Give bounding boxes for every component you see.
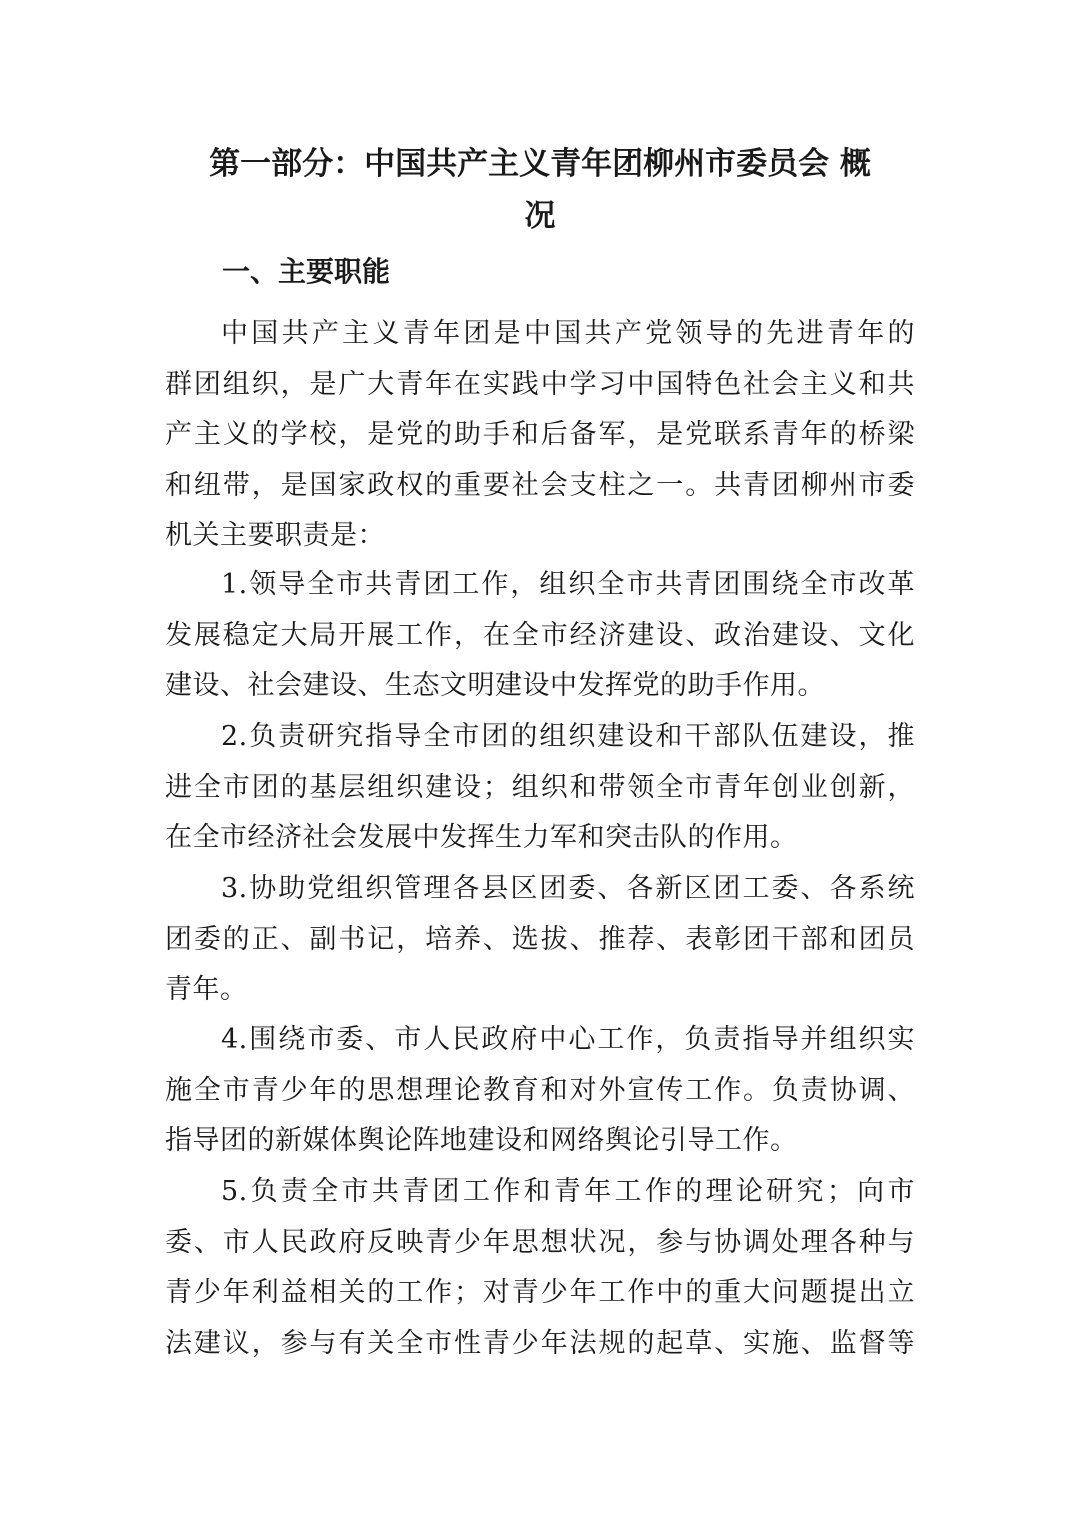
duty-item-2 [165, 712, 915, 864]
paragraph-line: 青少年利益相关的工作；对青少年工作中的重大问题提出立 [165, 1277, 915, 1308]
paragraph-line: 指导团的新媒体舆论阵地建设和网络舆论引导工作。 [165, 1125, 798, 1156]
title-line-1: 第一部分：中国共产主义青年团柳州市委员会 概 [209, 146, 871, 182]
paragraph-line: 团委的正、副书记，培养、选拔、推荐、表彰团干部和团员 [165, 923, 915, 955]
paragraph-line: 5.负责全市共青团工作和青年工作的理论研究；向市 [221, 1176, 915, 1207]
paragraph-line: 1.领导全市共青团工作，组织全市共青团围绕全市改革 [221, 569, 915, 600]
paragraph-line: 4.围绕市委、市人民政府中心工作，负责指导并组织实 [221, 1024, 915, 1055]
paragraph-line: 群团组织，是广大青年在实践中学习中国特色社会主义和共 [165, 368, 915, 400]
duty-item-1 [165, 560, 915, 712]
paragraph-line: 和纽带，是国家政权的重要社会支柱之一。共青团柳州市委 [165, 469, 915, 501]
section-heading: 一、主要职能 [222, 255, 391, 288]
paragraph-line: 青年。 [165, 974, 248, 1005]
paragraph-line: 3.协助党组织管理各县区团委、各新区团工委、各系统 [221, 873, 915, 904]
title-line-2: 况 [524, 198, 556, 234]
duty-item-3 [165, 864, 915, 1016]
paragraph-line: 产主义的学校，是党的助手和后备军，是党联系青年的桥梁 [165, 419, 915, 450]
paragraph-line: 发展稳定大局开展工作，在全市经济建设、政治建设、文化 [165, 619, 915, 651]
paragraph-line: 进全市团的基层组织建设；组织和带领全市青年创业创新， [165, 771, 915, 803]
intro-paragraph [165, 309, 915, 562]
duty-item-4 [165, 1015, 915, 1167]
paragraph-line: 中国共产主义青年团是中国共产党领导的先进青年的 [221, 318, 915, 349]
paragraph-line: 施全市青少年的思想理论教育和对外宣传工作。负责协调、 [165, 1074, 915, 1106]
paragraph-line: 建设、社会建设、生态文明建设中发挥党的助手作用。 [165, 670, 825, 701]
duty-item-5 [165, 1167, 915, 1369]
paragraph-line: 委、市人民政府反映青少年思想状况，参与协调处理各种与 [165, 1226, 915, 1258]
paragraph-line: 在全市经济社会发展中发挥生力军和突击队的作用。 [165, 822, 798, 853]
paragraph-line: 机关主要职责是： [165, 520, 385, 551]
page-title [165, 138, 915, 242]
paragraph-line: 2.负责研究指导全市团的组织建设和干部队伍建设，推 [221, 721, 915, 752]
paragraph-line: 法建议，参与有关全市性青少年法规的起草、实施、监督等 [165, 1327, 915, 1359]
